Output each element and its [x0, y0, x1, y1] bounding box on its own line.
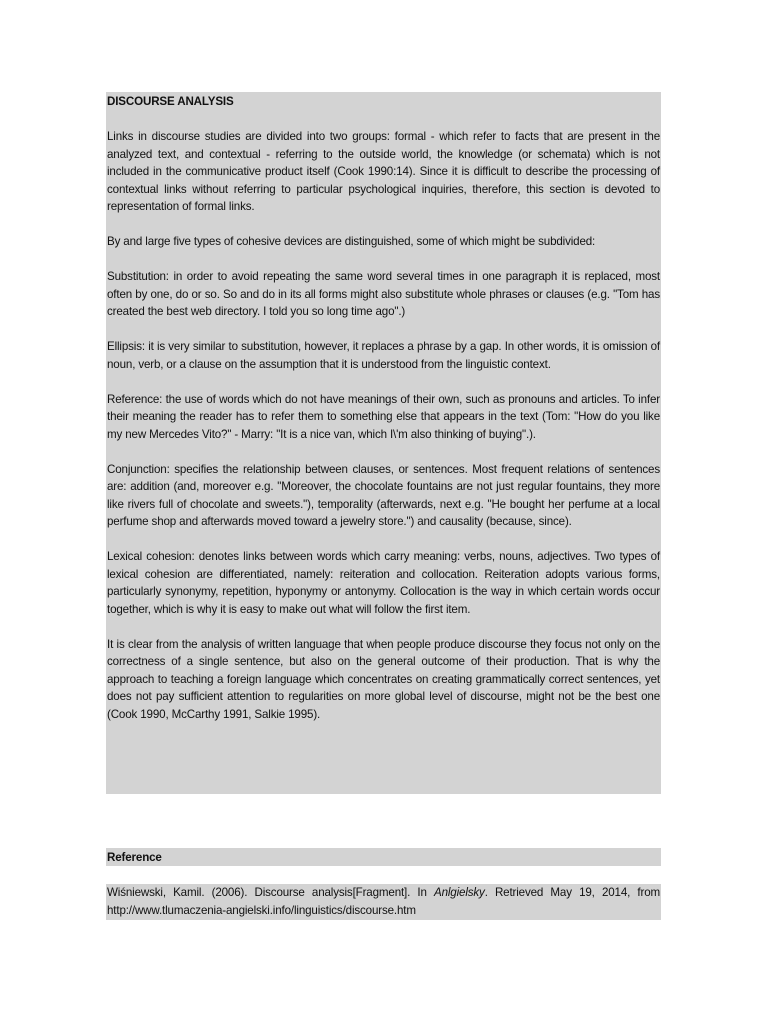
paragraph-cohesive-devices: By and large five types of cohesive devices are distinguished, some of which might be subdivided:: [107, 235, 596, 248]
paragraph-substitution: Substitution: in order to avoid repeating the same word several times in one paragraph it is replaced, most often by one, do or so. So and do in its all forms might also substitute whole phrases or clauses (e.g. "Tom has created the best web directory. I told you so long time ago".): [107, 270, 660, 318]
reference-heading: Reference: [107, 851, 162, 864]
paragraph-ellipsis: Ellipsis: it is very similar to substitution, however, it replaces a phrase by a gap. In other words, it is omission of noun, verb, or a clause on the assumption that it is understood from the linguistic context.: [107, 340, 660, 371]
reference-entry: [107, 884, 660, 919]
main-content-block: [106, 92, 661, 794]
paragraph-intro: Links in discourse studies are divided into two groups: formal - which refer to facts that are present in the analyzed text, and contextual - referring to the outside world, the knowledge (or schemata) which is not included in the communicative product itself (Cook 1990:14). Since it is difficult to describe the processing of contextual links without referring to particular psychological inquiries, therefore, this section is devoted to representation of formal links.: [107, 130, 660, 213]
paragraph-reference: Reference: the use of words which do not have meanings of their own, such as pronouns and articles. To infer their meaning the reader has to refer them to something else that appears in the text (Tom: "How do you like my new Mercedes Vito?" - Marry: "It is a nice van, which I\'m also thinking of buying".).: [107, 392, 660, 441]
reference-heading-row: [106, 849, 661, 867]
paragraph-lexical-cohesion: Lexical cohesion: denotes links between words which carry meaning: verbs, nouns, adjectives. Two types of lexical cohesion are differentiated, namely: reiteration and collocation. Reiteration adopts various forms, particularly synonymy, repetition, hyponymy or antonymy. Collocation is the way in which certain words occur together, which is why it is easy to make out what will follow the first item.: [107, 550, 660, 616]
reference-entry-text: Wiśniewski, Kamil. (2006). Discourse analysis[Fragment]. In: [107, 886, 434, 899]
document-title: DISCOURSE ANALYSIS: [107, 95, 234, 108]
paragraph-conclusion: It is clear from the analysis of written language that when people produce discourse they focus not only on the correctness of a single sentence, but also on the general outcome of their production. That is why the approach to teaching a foreign language which concentrates on creating grammatically correct sentences, yet does not pay sufficient attention to regularities on more global level of discourse, might not be the best one (Cook 1990, McCarthy 1991, Salkie 1995).: [107, 637, 660, 721]
reference-entry-retrieved: . Retrieved May 19, 2014, from http://www.tlumaczenia-angielski.info/linguistics/discourse.htm: [107, 886, 660, 917]
reference-gap: [106, 866, 661, 884]
paragraph-conjunction: Conjunction: specifies the relationship between clauses, or sentences. Most frequent relations of sentences are: addition (and, moreover e.g. "Moreover, the chocolate fountains are not just regular fountains, they more like rivers full of chocolate and sweets."), temporality (afterwards, next e.g. "He bought her perfume at a local perfume shop and afterwards moved toward a jewelry store.") and causality (because, since).: [107, 462, 660, 528]
reference-source-title: Anlgielsky: [433, 886, 485, 899]
reference-block: [106, 848, 661, 920]
